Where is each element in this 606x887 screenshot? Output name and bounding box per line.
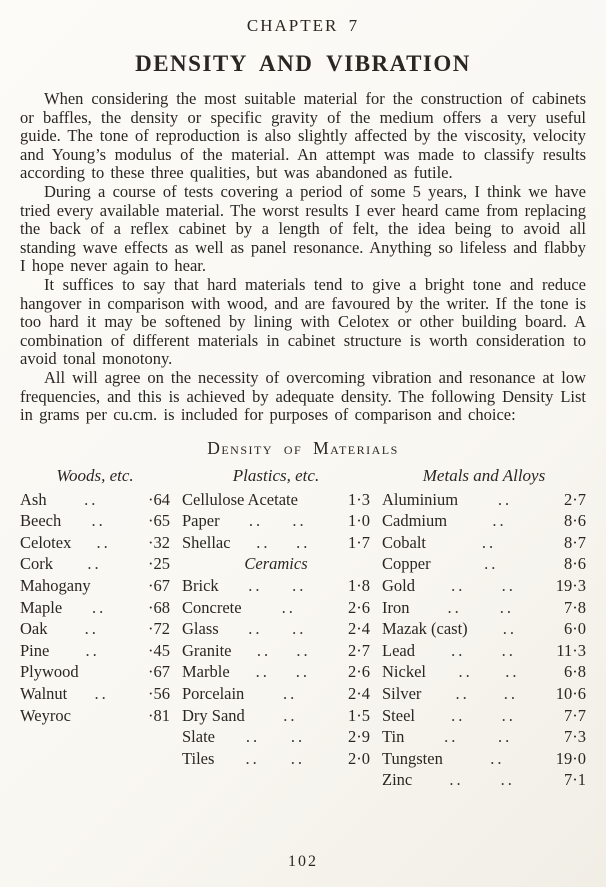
table-row xyxy=(182,618,370,640)
dot-group: .. xyxy=(256,640,272,660)
dot-group: .. xyxy=(292,619,307,639)
dot-group: .. xyxy=(500,770,515,790)
density-value: 1·0 xyxy=(348,511,370,531)
table-row xyxy=(382,532,586,554)
dot-group: .. xyxy=(499,597,514,617)
density-value: ·64 xyxy=(148,489,170,509)
dot-group: .. xyxy=(503,684,518,704)
leader-dots xyxy=(458,489,552,511)
table-row xyxy=(182,748,370,770)
material-name: Tungsten xyxy=(382,748,443,768)
leader-dots xyxy=(215,726,336,748)
table-row xyxy=(382,510,586,532)
density-value: 2·0 xyxy=(348,748,370,768)
leader-dots xyxy=(415,705,552,727)
table-row xyxy=(382,618,586,640)
leader-dots xyxy=(415,640,552,662)
body-paragraph-3: It suffices to say that hard materials tend to give a bright tone and reduce hangover in comparison with wood, and are favoured by the writer. If the tone is too hard it may be softened by lining with Celotex or other building board. A combination of different materials in cabinet structure is worth consideration to avoid tonal monotony. xyxy=(20,274,586,369)
density-value: ·72 xyxy=(148,619,170,639)
material-name: Tin xyxy=(382,727,405,747)
density-value: ·81 xyxy=(148,705,170,725)
dot-group: .. xyxy=(296,640,311,660)
dot-group: .. xyxy=(87,554,102,574)
density-value: 2·4 xyxy=(348,619,370,639)
table-row xyxy=(182,597,370,619)
density-value: 11·3 xyxy=(556,640,586,660)
dot-group: .. xyxy=(444,727,459,747)
material-name: Mahogany xyxy=(20,576,91,596)
table-row xyxy=(382,597,586,619)
leader-dots xyxy=(231,640,336,662)
material-name: Cork xyxy=(20,554,53,574)
leader-dots xyxy=(71,532,136,554)
dot-group: .. xyxy=(451,640,466,660)
dot-group: .. xyxy=(451,576,466,596)
leader-dots xyxy=(244,683,336,705)
dot-group: .. xyxy=(501,576,516,596)
column-header-plastics: Plastics, etc. xyxy=(232,465,320,485)
density-value: 7·8 xyxy=(564,597,586,617)
dot-group: .. xyxy=(283,705,298,725)
material-name: Ash xyxy=(20,489,47,509)
leader-dots xyxy=(47,489,136,511)
leader-dots xyxy=(421,683,552,705)
dot-group: .. xyxy=(292,511,307,531)
table-row xyxy=(182,726,370,748)
leader-dots xyxy=(219,575,336,597)
column-body-woods xyxy=(20,489,170,727)
table-column-plastics xyxy=(182,464,370,791)
table-row xyxy=(20,618,170,640)
leader-dots xyxy=(404,726,552,748)
column-body-metals xyxy=(382,489,586,791)
material-name: Marble xyxy=(182,662,230,682)
page-number: 102 xyxy=(288,853,318,870)
table-row xyxy=(182,575,370,597)
density-value: 10·6 xyxy=(555,684,586,704)
table-row xyxy=(382,705,586,727)
material-name: Plywood xyxy=(20,662,79,682)
density-value: 19·0 xyxy=(555,748,586,768)
table-row xyxy=(182,489,370,511)
table-row xyxy=(182,532,370,554)
material-name: Tiles xyxy=(182,748,215,768)
density-value: 8·6 xyxy=(564,511,586,531)
dot-group: .. xyxy=(296,532,311,552)
density-value: 8·6 xyxy=(564,554,586,574)
leader-dots xyxy=(53,553,136,575)
ceramics-subheader: Ceramics xyxy=(244,554,308,574)
dot-group: .. xyxy=(447,597,462,617)
table-row xyxy=(182,640,370,662)
dot-group: .. xyxy=(449,770,464,790)
leader-dots xyxy=(468,618,552,640)
body-paragraph-1: When considering the most suitable material for the construction of cabinets or baffles, the density or specific gravity of the medium offers a very useful guide. The tone of reproduction is also slightly affected by the viscosity, velocity and Young’s modulus of the material. An attempt was made to classify results according to these three qualities, but was abandoned as futile. xyxy=(20,89,586,183)
material-name: Concrete xyxy=(182,597,242,617)
dot-group: .. xyxy=(290,727,306,747)
table-row xyxy=(382,661,586,683)
material-name: Maple xyxy=(20,597,63,617)
leader-dots xyxy=(443,748,552,770)
dot-group: .. xyxy=(497,489,513,509)
leader-dots xyxy=(426,532,552,554)
dot-group: .. xyxy=(458,662,473,682)
table-row xyxy=(20,705,170,727)
leader-dots xyxy=(431,553,552,575)
table-row xyxy=(182,705,370,727)
leader-dots xyxy=(447,510,552,532)
table-row xyxy=(382,683,586,705)
dot-group: .. xyxy=(245,727,261,747)
chapter-heading: CHAPTER 7 xyxy=(246,16,360,35)
dot-group: .. xyxy=(295,662,311,682)
table-row xyxy=(382,769,586,791)
table-row xyxy=(182,661,370,683)
material-name: Aluminium xyxy=(382,489,459,509)
density-value: ·56 xyxy=(148,684,170,704)
body-paragraph-4: All will agree on the necessity of overcoming vibration and resonance at low frequencies, and this is achieved by adequate density. The following Density List in grams per cu.cm. is included for purposes of comparison and choice: xyxy=(20,367,586,425)
dot-group: .. xyxy=(85,640,100,660)
dot-group: .. xyxy=(492,511,507,531)
material-name: Iron xyxy=(382,597,410,617)
material-name: Gold xyxy=(382,576,415,596)
density-value: 1·5 xyxy=(348,705,370,725)
material-name: Copper xyxy=(382,554,431,574)
dot-group: .. xyxy=(501,705,516,725)
material-name: Cobalt xyxy=(382,532,426,552)
material-name: Nickel xyxy=(382,662,426,682)
material-name: Porcelain xyxy=(182,684,245,704)
dot-group: .. xyxy=(248,576,263,596)
dot-group: .. xyxy=(501,640,516,660)
leader-dots xyxy=(245,705,336,727)
density-value: ·65 xyxy=(148,511,170,531)
dot-group: .. xyxy=(490,748,505,768)
dot-group: .. xyxy=(245,748,260,768)
table-row xyxy=(20,683,170,705)
leader-dots xyxy=(412,769,552,791)
dot-group: .. xyxy=(91,597,107,617)
density-value: 2·6 xyxy=(348,597,370,617)
leader-dots xyxy=(62,597,136,619)
density-value: 7·3 xyxy=(564,727,586,747)
table-row xyxy=(20,532,170,554)
dot-group: .. xyxy=(256,532,271,552)
table-row xyxy=(20,597,170,619)
dot-group: .. xyxy=(84,619,99,639)
dot-group: .. xyxy=(84,489,99,509)
dot-group: .. xyxy=(505,662,520,682)
material-name: Brick xyxy=(182,576,219,596)
density-value: 8·7 xyxy=(564,532,586,552)
table-row xyxy=(182,510,370,532)
material-name: Paper xyxy=(182,511,220,531)
dot-group: .. xyxy=(255,662,270,682)
density-value: ·68 xyxy=(148,597,170,617)
dot-group: .. xyxy=(248,619,263,639)
table-row xyxy=(382,748,586,770)
dot-group: .. xyxy=(281,597,296,617)
leader-dots xyxy=(219,618,336,640)
density-value: 2·7 xyxy=(564,489,586,509)
table-row xyxy=(20,661,170,683)
density-value: 6·8 xyxy=(564,662,586,682)
density-value: ·67 xyxy=(148,576,170,596)
table-row xyxy=(382,553,586,575)
dot-group: .. xyxy=(481,532,497,552)
material-name: Cadmium xyxy=(382,511,448,531)
density-value: ·67 xyxy=(148,662,170,682)
density-value: 2·9 xyxy=(348,727,370,747)
dot-group: .. xyxy=(455,684,470,704)
material-name: Shellac xyxy=(182,532,231,552)
dot-group: .. xyxy=(502,619,517,639)
table-row xyxy=(382,726,586,748)
leader-dots xyxy=(220,510,336,532)
leader-dots xyxy=(410,597,553,619)
dot-group: .. xyxy=(484,554,499,574)
material-name: Slate xyxy=(182,727,215,747)
dot-group: .. xyxy=(248,511,264,531)
material-name: Steel xyxy=(382,705,415,725)
material-name: Pine xyxy=(20,640,50,660)
dot-group: .. xyxy=(451,705,466,725)
material-name: Glass xyxy=(182,619,219,639)
material-name: Dry Sand xyxy=(182,705,245,725)
table-row xyxy=(182,683,370,705)
table-row xyxy=(20,510,170,532)
density-value: 19·3 xyxy=(555,576,586,596)
body-paragraph-2: During a course of tests covering a period of some 5 years, I think we have tried every available material. The worst results I ever heard came from replacing the back of a reflex cabinet by a length of felt, the idea being to avoid all standing wave effects as well as panel resonance. Anything so lifeless and flabby I hope never again to hear. xyxy=(20,181,586,276)
page-title: DENSITY AND VIBRATION xyxy=(135,51,471,76)
leader-dots xyxy=(214,748,336,770)
table-row xyxy=(20,640,170,662)
table-caption: Density of Materials xyxy=(207,437,399,458)
density-value: ·32 xyxy=(148,532,170,552)
table-row xyxy=(20,553,170,575)
table-row xyxy=(382,489,586,511)
density-value: 6·0 xyxy=(564,619,586,639)
table-column-woods xyxy=(20,464,170,791)
material-name: Lead xyxy=(382,640,415,660)
leader-dots xyxy=(49,640,136,662)
density-value: 2·7 xyxy=(348,640,370,660)
leader-dots xyxy=(48,618,137,640)
table-row xyxy=(20,575,170,597)
material-name: Weyroc xyxy=(20,705,71,725)
density-table xyxy=(20,464,586,791)
dot-group: .. xyxy=(94,684,109,704)
table-column-metals xyxy=(382,464,586,791)
dot-group: .. xyxy=(96,532,111,552)
density-value: ·25 xyxy=(148,554,170,574)
leader-dots xyxy=(61,510,136,532)
table-row xyxy=(382,575,586,597)
table-row xyxy=(382,640,586,662)
density-value: 2·4 xyxy=(348,684,370,704)
leader-dots xyxy=(242,597,336,619)
material-name: Granite xyxy=(182,640,232,660)
density-value: ·45 xyxy=(148,640,170,660)
column-body-plastics xyxy=(182,489,370,770)
leader-dots xyxy=(231,532,336,554)
material-name: Walnut xyxy=(20,684,68,704)
dot-group: .. xyxy=(290,748,305,768)
material-name: Oak xyxy=(20,619,48,639)
material-name: Beech xyxy=(20,511,62,531)
density-value: 1·8 xyxy=(348,576,370,596)
material-name: Zinc xyxy=(382,770,413,790)
material-name: Celotex xyxy=(20,532,72,552)
leader-dots xyxy=(415,575,552,597)
density-value: 1·3 xyxy=(348,489,370,509)
column-header-woods: Woods, etc. xyxy=(56,465,134,485)
leader-dots xyxy=(426,661,552,683)
material-name: Mazak (cast) xyxy=(382,619,468,639)
dot-group: .. xyxy=(283,684,298,704)
material-name: Cellulose Acetate xyxy=(182,489,298,509)
density-value: 7·1 xyxy=(564,770,586,790)
column-header-metals: Metals and Alloys xyxy=(422,465,546,485)
dot-group: .. xyxy=(91,511,106,531)
density-value: 7·7 xyxy=(564,705,586,725)
density-value: 2·6 xyxy=(348,662,370,682)
leader-dots xyxy=(67,683,136,705)
dot-group: .. xyxy=(498,727,513,747)
dot-group: .. xyxy=(292,576,307,596)
material-name: Silver xyxy=(382,684,422,704)
table-row xyxy=(20,489,170,511)
leader-dots xyxy=(230,661,336,683)
density-value: 1·7 xyxy=(348,532,370,552)
